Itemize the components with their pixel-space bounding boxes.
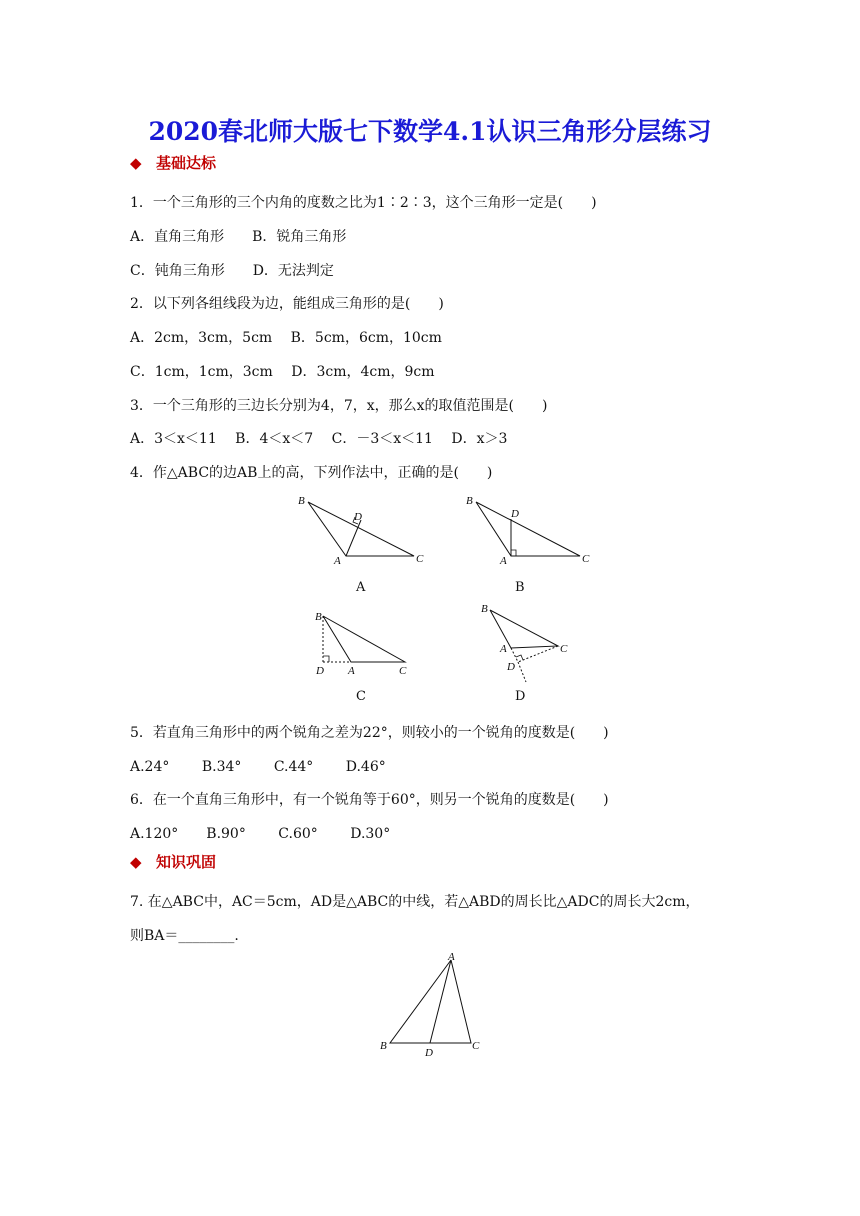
figure-b	[460, 492, 600, 572]
point-label: D	[511, 508, 519, 520]
question-1: 1．一个三角形的三个内角的度数之比为1∶2∶3，这个三角形一定是( )	[130, 195, 597, 211]
q2-options-cd: C．1cm，1cm，3cm D．3cm，4cm，9cm	[130, 364, 435, 380]
question-7-blank: 则BA＝________.	[130, 928, 239, 944]
q1-options-cd: C．钝角三角形 D．无法判定	[130, 263, 334, 279]
question-4: 4．作△ABC的边AB上的高，下列作法中，正确的是( )	[130, 465, 493, 481]
point-label: A	[448, 951, 455, 963]
question-7: 7. 在△ABC中，AC＝5cm，AD是△ABC的中线，若△ABD的周长比△ADC的周长大2cm，	[130, 894, 700, 910]
figure-d	[474, 600, 584, 688]
point-label: D	[316, 665, 324, 677]
figure-c	[308, 604, 418, 684]
point-label: B	[298, 495, 305, 507]
diamond-icon: ◆	[130, 853, 142, 871]
point-label: D	[507, 661, 515, 673]
point-label: B	[315, 611, 322, 623]
figure-caption-b: B	[515, 580, 525, 595]
q3-options: A．3＜x＜11 B．4＜x＜7 C．－3＜x＜11 D．x＞3	[130, 431, 508, 447]
point-label: A	[348, 665, 355, 677]
page-title: 2020春北师大版七下数学4.1认识三角形分层练习	[148, 117, 712, 146]
point-label: C	[416, 553, 424, 565]
point-label: D	[354, 511, 362, 523]
q2-options-ab: A．2cm，3cm，5cm B．5cm，6cm，10cm	[130, 330, 442, 346]
figure-caption-c: C	[356, 689, 366, 704]
section-basic: ◆ 基础达标	[130, 154, 217, 172]
point-label: C	[560, 643, 568, 655]
question-6: 6．在一个直角三角形中，有一个锐角等于60°，则另一个锐角的度数是( )	[130, 792, 609, 808]
figure-caption-d: D	[515, 689, 526, 704]
figure-q7	[372, 948, 490, 1064]
q1-options-ab: A．直角三角形 B．锐角三角形	[130, 229, 347, 245]
figure-a	[292, 492, 432, 572]
point-label: B	[481, 603, 488, 615]
section-consolidate: ◆ 知识巩固	[130, 853, 217, 871]
figure-caption-a: A	[356, 580, 366, 595]
point-label: C	[582, 553, 590, 565]
q5-options: A.24° B.34° C.44° D.46°	[130, 759, 386, 775]
point-label: A	[334, 555, 341, 567]
point-label: B	[466, 495, 473, 507]
question-5: 5．若直角三角形中的两个锐角之差为22°，则较小的一个锐角的度数是( )	[130, 725, 609, 741]
point-label: D	[425, 1047, 433, 1059]
point-label: A	[500, 555, 507, 567]
question-2: 2．以下列各组线段为边，能组成三角形的是( )	[130, 296, 444, 312]
point-label: C	[472, 1040, 480, 1052]
point-label: B	[380, 1040, 387, 1052]
q6-options: A.120° B.90° C.60° D.30°	[130, 826, 391, 842]
diamond-icon: ◆	[130, 154, 142, 172]
point-label: C	[399, 665, 407, 677]
question-3: 3．一个三角形的三边长分别为4，7，x，那么x的取值范围是( )	[130, 398, 548, 414]
point-label: A	[500, 643, 507, 655]
